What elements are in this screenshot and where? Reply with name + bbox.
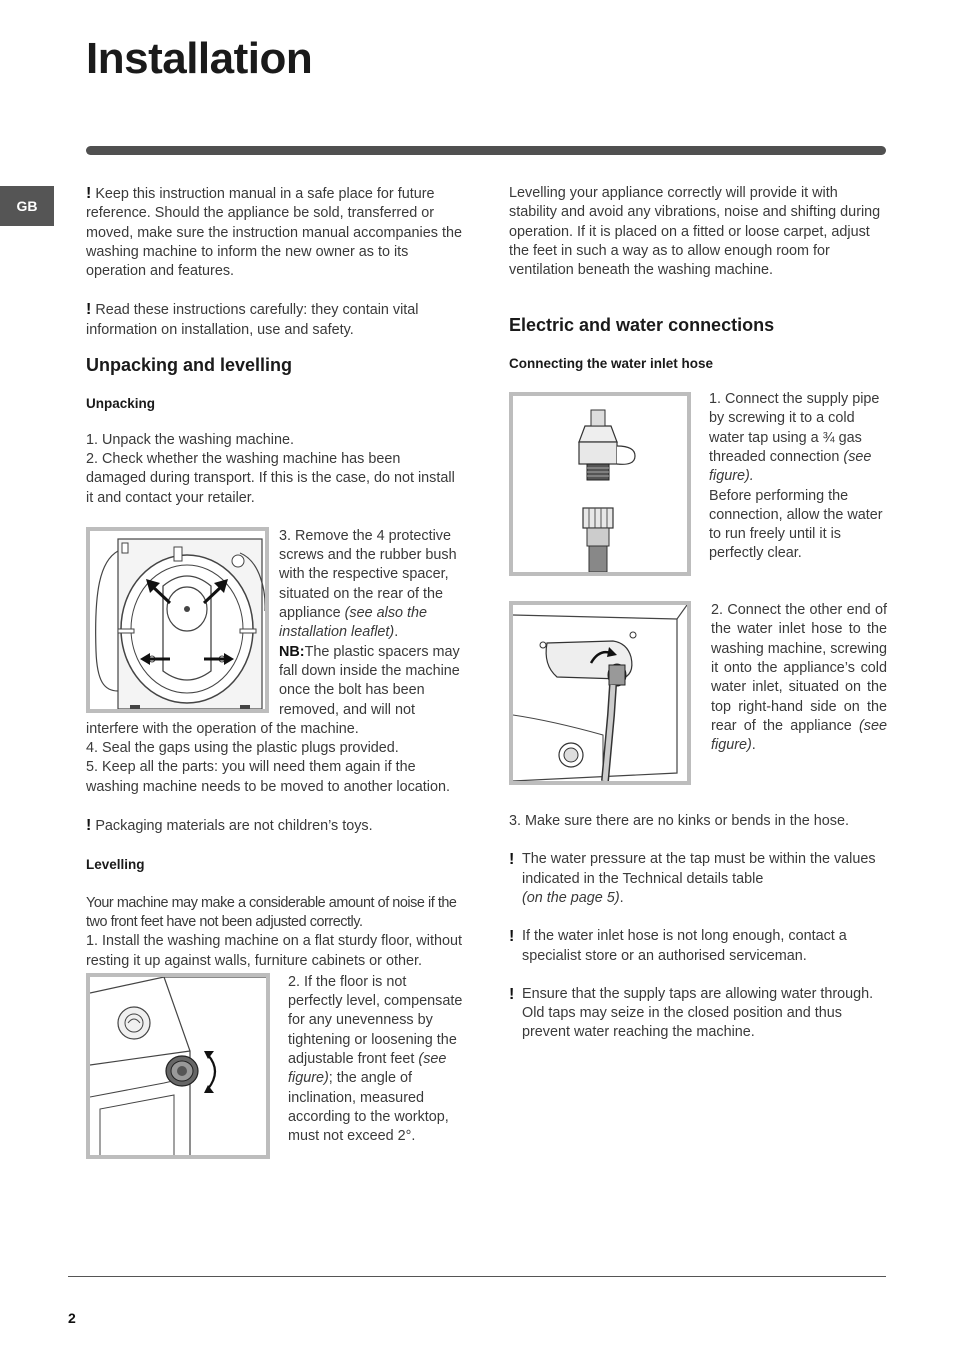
warning-icon: ! xyxy=(86,301,92,319)
warning-icon: ! xyxy=(86,817,92,835)
warning-icon: ! xyxy=(509,928,515,946)
language-tab: GB xyxy=(0,186,54,226)
conn-step-1-note: Before performing the connection, allow the water to run freely until it is perfectly clear. xyxy=(709,487,883,562)
tap-connection-figure xyxy=(509,392,691,576)
levelling-intro: Your machine may make a considerable amount of noise if the two front feet have not been adjusted correctly. xyxy=(86,894,457,930)
subheading-levelling: Levelling xyxy=(86,857,145,873)
warning-supply-taps: ! Ensure that the supply taps are allowing water through. Old taps may seize in the closed position and thus prevent water reaching the machine. xyxy=(509,985,887,1043)
level-step-2: 2. If the floor is not perfectly level, compensate for any unevenness by tightening or loosening the adjustable front feet (see figure); the angle of inclination, measured according to the worktop, must not exceed 2°. xyxy=(288,973,463,1145)
section-heading-connections: Electric and water connections xyxy=(509,315,775,336)
conn-step-1: 1. Connect the supply pipe by screwing it to a cold water tap using a ¾ gas threaded connection (see figure). xyxy=(709,391,880,485)
unpack-step-2: 2. Check whether the washing machine has been damaged during transport. If this is the case, do not install it and contact your retailer. xyxy=(86,450,455,506)
intro-warning-2: ! Read these instructions carefully: they contain vital information on installation, use and safety. xyxy=(86,301,419,338)
warning-icon: ! xyxy=(509,851,515,869)
intro-warning-1: ! Keep this instruction manual in a safe place for future reference. Should the appliance be sold, transferred or moved, make sure the instruction manual accompanies the washing machine to inform the new owner as to its operation and features. xyxy=(86,185,462,280)
level-step-1: 1. Install the washing machine on a flat sturdy floor, without resting it up against walls, furniture cabinets or other. xyxy=(86,933,462,969)
level-step2-block xyxy=(86,973,464,1159)
section-heading-unpacking-levelling: Unpacking and levelling xyxy=(86,355,293,376)
unpack-step-4: 4. Seal the gaps using the plastic plugs provided. xyxy=(86,740,399,757)
inlet-connection-figure xyxy=(509,601,691,785)
subheading-unpacking: Unpacking xyxy=(86,396,156,412)
conn-step2-block xyxy=(509,601,887,785)
right-column xyxy=(509,184,887,1043)
machine-inlet-illustration xyxy=(513,605,687,781)
unpack-step-3: 3. Remove the 4 protective screws and the rubber bush with the respective spacer, situated on the rear of the appliance (see also the installation leaflet). xyxy=(279,527,457,641)
washing-machine-rear-illustration xyxy=(90,531,265,709)
conn-step-3: 3. Make sure there are no kinks or bends in the hose. xyxy=(509,813,849,830)
unpack-step-1: 1. Unpack the washing machine. xyxy=(86,431,294,448)
warning-hose-length: ! If the water inlet hose is not long enough, contact a specialist store or an authorised serviceman. xyxy=(509,927,887,966)
page-number: 2 xyxy=(68,1310,76,1326)
nb-note: NB:The plastic spacers may fall down inside the machine once the bolt has been removed, and will not interfere with the operation of the machine. xyxy=(86,643,460,737)
warning-icon: ! xyxy=(509,985,515,1003)
subheading-water-inlet-hose: Connecting the water inlet hose xyxy=(509,355,714,371)
title-rule xyxy=(86,146,886,155)
step3-block xyxy=(86,527,464,739)
footer-rule xyxy=(68,1276,886,1277)
page-title: Installation xyxy=(86,34,313,83)
conn-step-2: 2. Connect the other end of the water inlet hose to the washing machine, screwing it onto the appliance’s cold water inlet, situated on the top right-hand side on the rear of the appliance (see figure). xyxy=(711,602,888,754)
packaging-warning: ! Packaging materials are not children’s toys. xyxy=(86,817,373,835)
levelling-paragraph: Levelling your appliance correctly will provide it with stability and avoid any vibrations, noise and shifting during operation. If it is placed on a fitted or loose carpet, adjust the feet in such a way as to allow enough room for ventilation beneath the washing machine. xyxy=(509,185,881,279)
water-tap-illustration xyxy=(513,396,687,572)
unpack-step-5: 5. Keep all the parts: you will need them again if the washing machine needs to be moved to another location. xyxy=(86,759,450,795)
warning-icon: ! xyxy=(86,185,92,202)
conn-step1-block xyxy=(509,390,887,576)
rear-panel-figure xyxy=(86,527,269,713)
left-column xyxy=(86,184,464,1159)
adjustable-foot-figure xyxy=(86,973,270,1159)
warning-pressure: ! The water pressure at the tap must be within the values indicated in the Technical details table (on the page 5). xyxy=(509,850,887,908)
adjustable-foot-illustration xyxy=(90,977,266,1155)
